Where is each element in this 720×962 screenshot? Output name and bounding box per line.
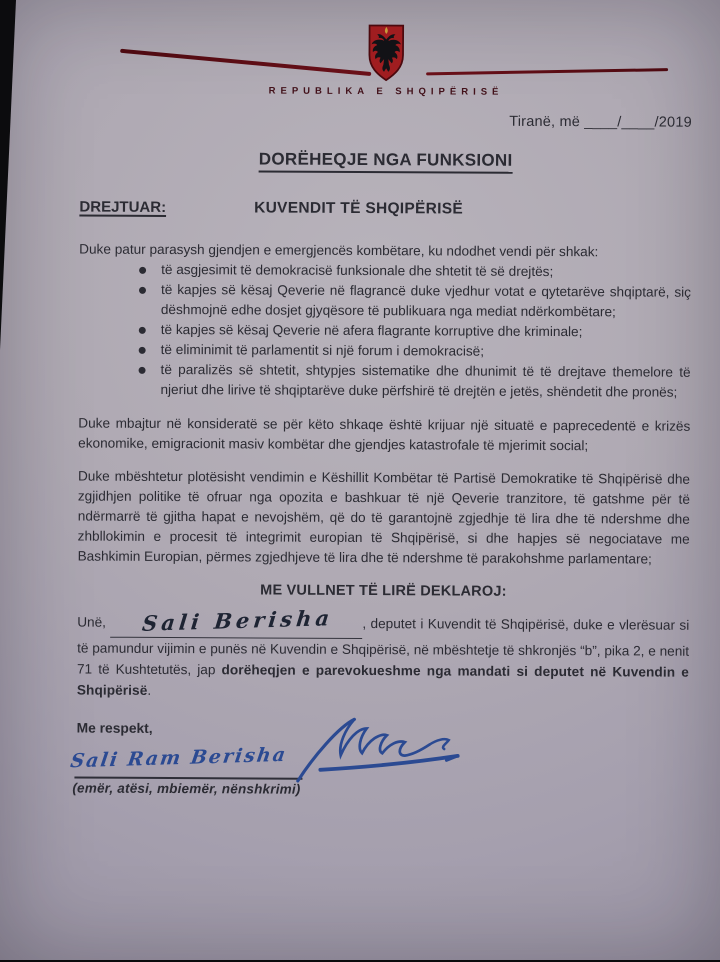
handwritten-full-name: Sali Ram Berisha	[68, 743, 289, 773]
declaration-prefix: Unë,	[77, 614, 107, 630]
handwritten-name: Sali Berisha	[140, 605, 335, 636]
intro-paragraph: Duke patur parasysh gjendjen e emergjencës kombëtare, ku ndodhet vendi për shkak:	[79, 241, 599, 260]
albania-coat-of-arms-icon	[365, 20, 407, 84]
declaration-body: , deputet i Kuvendit të Shqipërisë, duke e vlerësuar si të pamundur vijimin e punës në Kuvendin e Shqipërisë, në mbështetje të shkronjës “b”, pika 2, e nenit 71 të Kushtetutës, jap	[76, 616, 690, 678]
addressee-value: KUVENDIT TË SHQIPËRISË	[254, 199, 464, 218]
letterhead-rule-left	[120, 49, 371, 76]
signature-caption: (emër, atësi, mbiemër, nënshkrimi)	[72, 780, 301, 797]
declaration-paragraph	[76, 605, 690, 704]
list-item: të kapjes së kësaj Qeverie në afera flagrante korruptive dhe kriminale;	[139, 320, 691, 343]
addressee-label: DREJTUAR:	[79, 198, 167, 216]
letterhead-rule-right	[426, 68, 668, 75]
name-blank	[110, 605, 362, 639]
declaration-suffix: .	[147, 682, 152, 698]
signature-flourish-icon	[288, 716, 480, 789]
list-item: të kapjes së kësaj Qeverie në flagrancë duke vjedhur votat e qytetarëve shqiptarë, siç dëshmojnë edhe dosjet gjyqësore të publikuara nga mediat ndërkombëtare;	[139, 280, 691, 323]
document-title: DORËHEQJE NGA FUNKSIONI	[259, 149, 513, 173]
paragraph-support: Duke mbështetur plotësisht vendimin e Këshillit Kombëtar të Partisë Demokratike të Shqipërisë dhe zgjidhjen politike të ofruar nga opozita e bashkuar të një Qeverie tranzitore, të gatshme për të ndërmarrë të gjitha hapat e nevojshëm, që do të garantojnë zgjedhje të lira dhe të ndershme dhe zhbllokimin e procesit të integrimit europian të Shqipërisë, si dhe hapjes së negociatave me Bashkimin Europian, përmes zgjedhjeve të lira dhe të ndershme të parakohshme parlamentare;	[77, 468, 691, 567]
closing-block	[68, 720, 689, 844]
list-item: të eliminimit të parlamentit si një forum i demokracisë;	[139, 340, 691, 363]
republic-label: REPUBLIKA E SHQIPËRISË	[268, 85, 504, 98]
list-item: të paralizës së shtetit, shtypjes sistematike dhe dhunimit të të drejtave themelore të njeriut dhe lirive të shqiptarëve duke përfshirë të drejtën e jetës, shëndetit dhe pronës;	[138, 360, 690, 403]
paragraph-crisis: Duke mbajtur në konsideratë se për këto shkaqe është krijuar një situatë e paprecedentë e krizës ekonomike, emigracionit masiv kombëtar dhe gjendjes katastrofale të mjerimit social;	[78, 415, 691, 454]
letterhead	[80, 0, 693, 106]
signature-line	[74, 777, 302, 780]
addressee-row	[79, 199, 691, 220]
salutation: Me respekt,	[76, 720, 153, 736]
date-line: Tiranë, më ____/____/2019	[509, 113, 692, 131]
list-item: të asgjesimit të demokracisë funksionale dhe shtetit të së drejtës;	[139, 260, 691, 283]
reasons-list	[78, 260, 691, 403]
declaration-emphasis: dorëheqjen e parevokueshme nga mandati si deputet në Kuvendin e Shqipërisë	[76, 662, 690, 698]
declaration-heading: ME VULLNET TË LIRË DEKLAROJ:	[260, 582, 507, 600]
